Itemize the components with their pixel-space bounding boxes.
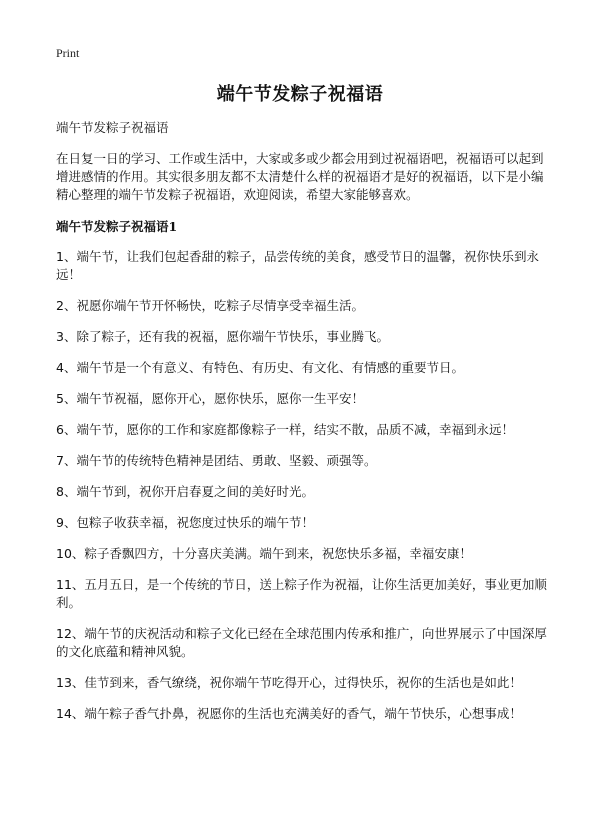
list-item: 12、端午节的庆祝活动和粽子文化已经在全球范围内传承和推广，向世界展示了中国深厚的文化底蕴和精神风貌。 <box>56 626 547 659</box>
list-item: 3、除了粽子，还有我的祝福，愿你端午节快乐，事业腾飞。 <box>56 329 389 344</box>
article-subtitle: 端午节发粽子祝福语 <box>56 120 169 135</box>
print-link[interactable]: Print <box>56 46 80 60</box>
list-item: 2、祝愿你端午节开怀畅快，吃粽子尽情享受幸福生活。 <box>56 298 364 313</box>
wish-list <box>56 248 552 723</box>
page-title: 端午节发粽子祝福语 <box>216 84 384 105</box>
list-item: 11、五月五日，是一个传统的节日，送上粽子作为祝福，让你生活更加美好，事业更加顺利。 <box>56 577 547 610</box>
list-item: 10、粽子香飘四方，十分喜庆美满。端午到来，祝您快乐多福，幸福安康！ <box>56 546 472 561</box>
article-body <box>56 119 552 736</box>
list-item: 7、端午节的传统特色精神是团结、勇敢、坚毅、顽强等。 <box>56 453 377 468</box>
list-item: 8、端午节到，祝你开启春夏之间的美好时光。 <box>56 484 314 499</box>
list-item: 9、包粽子收获幸福，祝您度过快乐的端午节！ <box>56 515 314 530</box>
list-item: 1、端午节，让我们包起香甜的粽子，品尝传统的美食，感受节日的温馨，祝你快乐到永远！ <box>56 249 539 282</box>
list-item: 13、佳节到来，香气缭绕，祝你端午节吃得开心，过得快乐，祝你的生活也是如此！ <box>56 675 522 690</box>
list-item: 5、端午节祝福，愿你开心，愿你快乐，愿你一生平安！ <box>56 391 364 406</box>
list-item: 6、端午节，愿你的工作和家庭都像粽子一样，结实不散，品质不减，幸福到永远！ <box>56 422 514 437</box>
intro-paragraph: 在日复一日的学习、工作或生活中，大家或多或少都会用到过祝福语吧，祝福语可以起到增进感情的作用。其实很多朋友都不太清楚什么样的祝福语才是好的祝福语，以下是小编精心整理的端午节发粽子祝福语，欢迎阅读，希望大家能够喜欢。 <box>56 151 544 202</box>
list-item: 14、端午粽子香气扑鼻，祝愿你的生活也充满美好的香气，端午节快乐，心想事成！ <box>56 706 522 721</box>
section-heading: 端午节发粽子祝福语1 <box>56 219 178 234</box>
list-item: 4、端午节是一个有意义、有特色、有历史、有文化、有情感的重要节日。 <box>56 360 464 375</box>
